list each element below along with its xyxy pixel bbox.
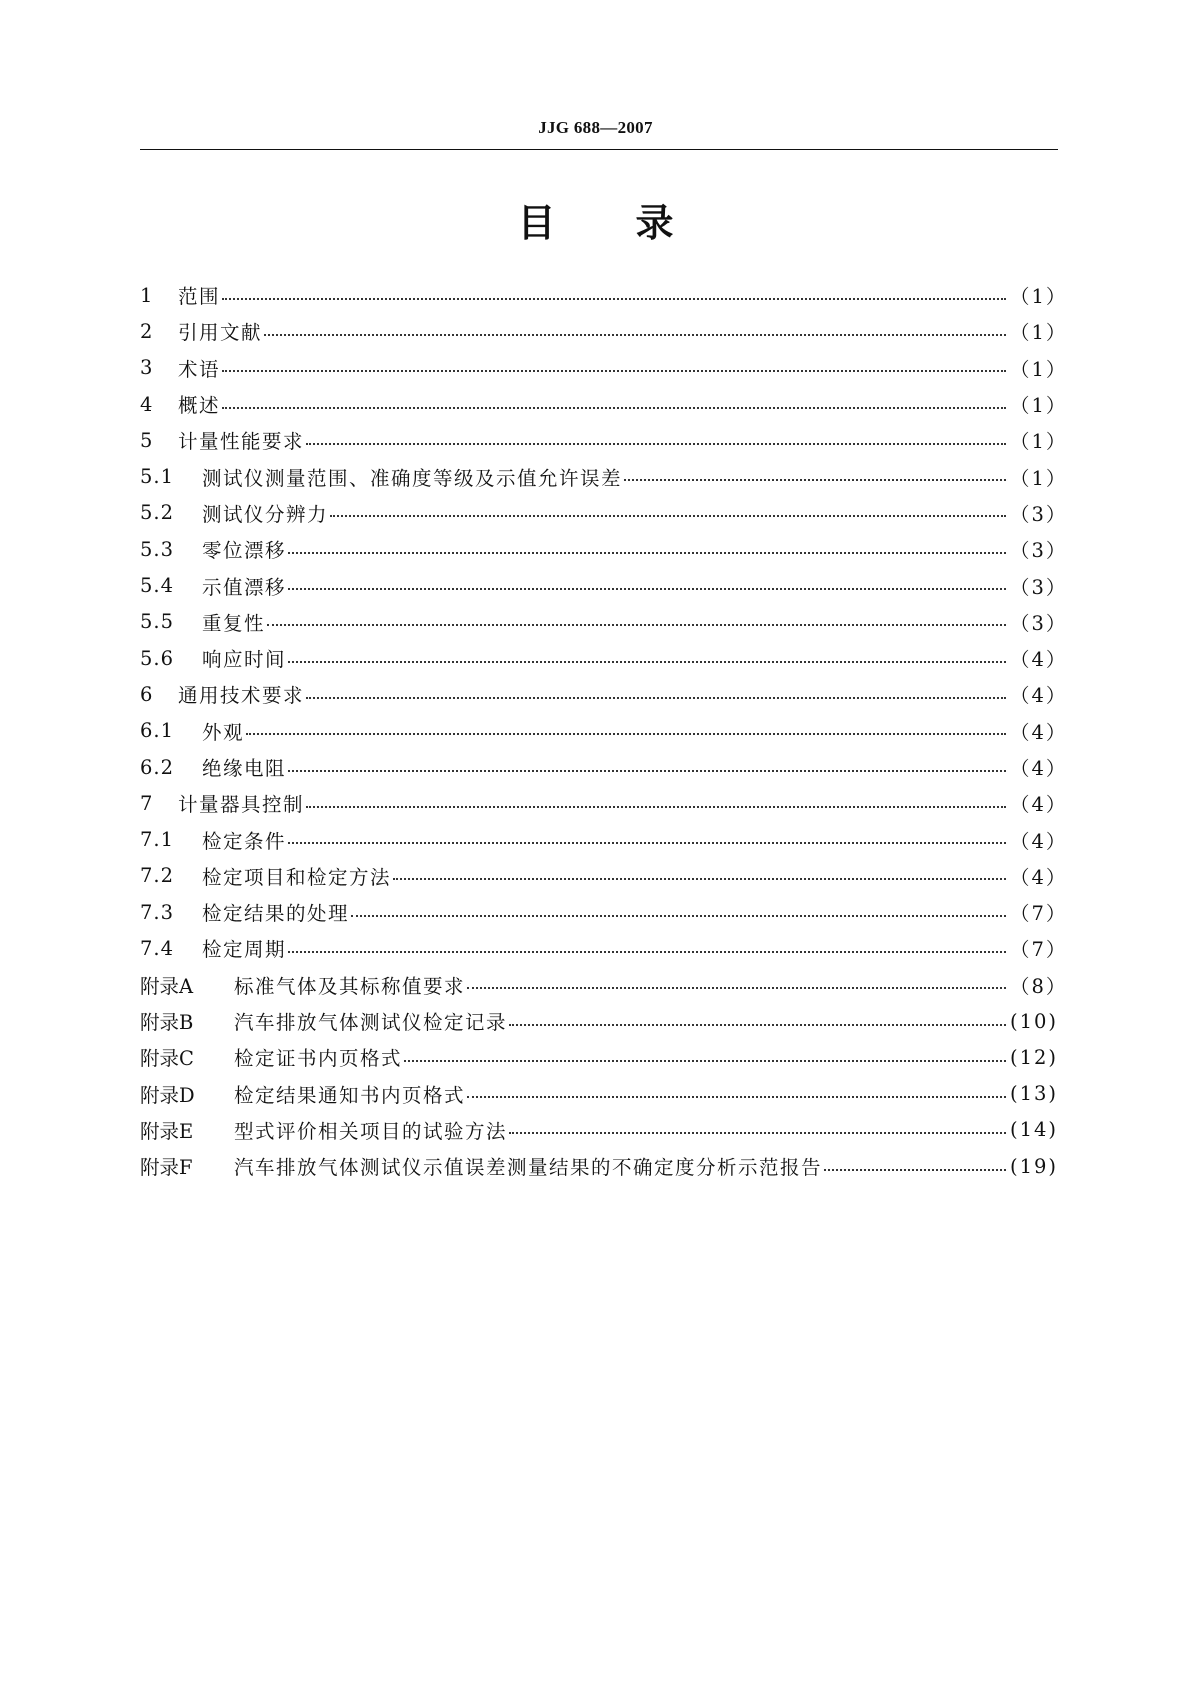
toc-entry-page: (12) [1010, 1045, 1059, 1069]
toc-entry[interactable] [140, 1039, 1058, 1075]
table-of-contents [140, 277, 1068, 1184]
toc-leader-dots [824, 1168, 1006, 1171]
toc-entry[interactable] [140, 930, 1068, 966]
toc-entry[interactable] [140, 1112, 1058, 1148]
toc-entry[interactable] [140, 1076, 1058, 1112]
toc-entry-page: （7） [1010, 938, 1068, 962]
toc-entry[interactable] [140, 350, 1068, 386]
toc-entry-number: 附录D [140, 1083, 195, 1107]
toc-entry-page: （4） [1010, 829, 1068, 853]
toc-entry-page: （4） [1010, 757, 1068, 780]
toc-entry-number: 附录C [140, 1047, 194, 1071]
toc-entry-title: 术语 [178, 357, 221, 381]
toc-entry-page: （3） [1010, 539, 1068, 563]
toc-entry[interactable] [140, 1148, 1058, 1184]
toc-entry-title: 标准气体及其标称值要求 [234, 974, 466, 998]
toc-leader-dots [222, 406, 1006, 409]
toc-entry-number: 5.4 [140, 574, 175, 598]
toc-leader-dots [330, 514, 1006, 517]
toc-leader-dots [306, 805, 1006, 808]
toc-entry-number: 附录A [140, 974, 194, 998]
toc-entry[interactable] [140, 495, 1068, 531]
toc-entry-number: 7.4 [140, 936, 175, 960]
toc-entry-number: 7.1 [140, 828, 175, 852]
toc-entry[interactable] [140, 640, 1068, 676]
toc-entry[interactable] [140, 858, 1068, 894]
toc-entry-page: (14) [1010, 1118, 1059, 1142]
toc-entry-title: 计量器具控制 [178, 793, 305, 817]
toc-leader-dots [306, 442, 1006, 445]
toc-entry-title: 示值漂移 [202, 575, 287, 599]
toc-entry-number: 2 [140, 319, 153, 343]
toc-entry-page: (13) [1010, 1082, 1059, 1106]
toc-entry-title: 引用文献 [178, 321, 263, 345]
title-part-2: 录 [635, 201, 674, 245]
toc-entry[interactable] [140, 967, 1068, 1003]
toc-entry-title: 汽车排放气体测试仪示值误差测量结果的不确定度分析示范报告 [234, 1156, 823, 1180]
toc-entry[interactable] [140, 676, 1068, 712]
toc-entry-page: （1） [1010, 466, 1068, 490]
toc-entry-number: 3 [140, 356, 153, 380]
toc-entry[interactable] [140, 1003, 1058, 1039]
toc-leader-dots [351, 914, 1006, 917]
toc-entry-number: 5.3 [140, 537, 175, 561]
toc-entry-page: （1） [1010, 321, 1068, 345]
toc-entry-title: 测试仪分辨力 [202, 502, 329, 526]
toc-entry-number: 7 [140, 791, 153, 815]
toc-entry-title: 计量性能要求 [178, 430, 305, 454]
toc-entry-page: （3） [1010, 502, 1068, 526]
toc-entry[interactable] [140, 313, 1068, 349]
toc-entry[interactable] [140, 277, 1068, 313]
toc-entry[interactable] [140, 386, 1068, 422]
toc-entry-page: （4） [1010, 720, 1068, 744]
toc-entry-title: 响应时间 [202, 648, 287, 672]
toc-entry-number: 附录E [140, 1119, 194, 1143]
toc-entry-page: （3） [1010, 575, 1068, 599]
toc-entry[interactable] [140, 422, 1068, 458]
toc-entry-page: （7） [1010, 902, 1068, 926]
toc-entry-page: （4） [1010, 648, 1068, 672]
toc-entry-page: （4） [1010, 865, 1068, 889]
toc-entry-page: （1） [1010, 285, 1068, 309]
toc-entry-page: （8） [1010, 974, 1068, 998]
toc-entry-title: 检定结果通知书内页格式 [234, 1083, 466, 1107]
toc-leader-dots [222, 369, 1006, 372]
toc-entry-number: 5.1 [140, 465, 175, 489]
toc-entry-number: 5.2 [140, 501, 175, 525]
toc-entry-title: 零位漂移 [202, 539, 287, 563]
toc-leader-dots [624, 478, 1006, 481]
toc-entry[interactable] [140, 567, 1068, 603]
toc-leader-dots [288, 950, 1006, 953]
toc-entry-number: 6 [140, 682, 153, 706]
toc-entry-title: 绝缘电阻 [202, 757, 287, 780]
toc-entry-title: 概述 [178, 394, 221, 418]
toc-leader-dots [267, 623, 1006, 626]
toc-entry-title: 检定结果的处理 [202, 902, 350, 926]
toc-leader-dots [509, 1131, 1006, 1134]
title-part-1: 目 [517, 201, 556, 245]
toc-entry-title: 检定周期 [202, 938, 287, 962]
toc-entry-page: （4） [1010, 793, 1068, 817]
toc-entry-title: 检定证书内页格式 [234, 1047, 403, 1071]
document-code-header: JJG 688—2007 [538, 118, 653, 137]
toc-leader-dots [222, 297, 1006, 300]
toc-entry-title: 汽车排放气体测试仪检定记录 [234, 1011, 508, 1035]
toc-entry[interactable] [140, 458, 1068, 494]
toc-entry-number: 5.6 [140, 646, 175, 670]
toc-entry-title: 范围 [178, 285, 221, 309]
toc-entry[interactable] [140, 604, 1068, 640]
toc-leader-dots [264, 333, 1006, 336]
toc-entry-page: （1） [1010, 430, 1068, 454]
toc-leader-dots [288, 587, 1006, 590]
toc-entry-page: （1） [1010, 394, 1068, 418]
toc-entry-number: 1 [140, 283, 153, 307]
toc-entry-title: 重复性 [202, 611, 266, 635]
toc-entry[interactable] [140, 821, 1068, 857]
toc-entry-title: 检定项目和检定方法 [202, 865, 392, 889]
toc-entry-number: 6.2 [140, 755, 175, 779]
toc-entry[interactable] [140, 713, 1068, 749]
toc-entry-number: 6.1 [140, 719, 175, 743]
toc-leader-dots [393, 877, 1006, 880]
toc-leader-dots [288, 841, 1006, 844]
toc-entry-title: 通用技术要求 [178, 684, 305, 708]
toc-entry-page: （1） [1010, 357, 1068, 381]
toc-entry-title: 检定条件 [202, 829, 287, 853]
toc-entry-number: 7.2 [140, 864, 175, 888]
toc-entry-number: 7.3 [140, 900, 175, 924]
toc-entry-title: 外观 [202, 720, 245, 744]
toc-leader-dots [404, 1059, 1006, 1062]
toc-entry-title: 型式评价相关项目的试验方法 [234, 1119, 508, 1143]
toc-entry-number: 附录B [140, 1011, 194, 1035]
toc-leader-dots [467, 1095, 1006, 1098]
toc-entry-page: (10) [1010, 1009, 1059, 1033]
toc-entry-number: 4 [140, 392, 153, 416]
toc-entry[interactable] [140, 894, 1068, 930]
toc-leader-dots [467, 986, 1006, 989]
toc-leader-dots [288, 660, 1006, 663]
toc-entry-page: （3） [1010, 611, 1068, 635]
toc-leader-dots [306, 696, 1006, 699]
toc-leader-dots [288, 769, 1006, 772]
toc-entry[interactable] [140, 749, 1068, 785]
toc-entry-number: 5 [140, 428, 153, 452]
toc-entry[interactable] [140, 785, 1068, 821]
toc-leader-dots [509, 1023, 1006, 1026]
toc-entry-title: 测试仪测量范围、准确度等级及示值允许误差 [202, 466, 623, 490]
toc-leader-dots [246, 732, 1006, 735]
header-rule [140, 149, 1058, 150]
page-title [0, 198, 1191, 248]
toc-leader-dots [288, 551, 1006, 554]
toc-entry[interactable] [140, 531, 1068, 567]
toc-entry-number: 附录F [140, 1156, 193, 1180]
toc-entry-number: 5.5 [140, 610, 175, 634]
toc-entry-page: (19) [1010, 1154, 1059, 1178]
toc-entry-page: （4） [1010, 684, 1068, 708]
